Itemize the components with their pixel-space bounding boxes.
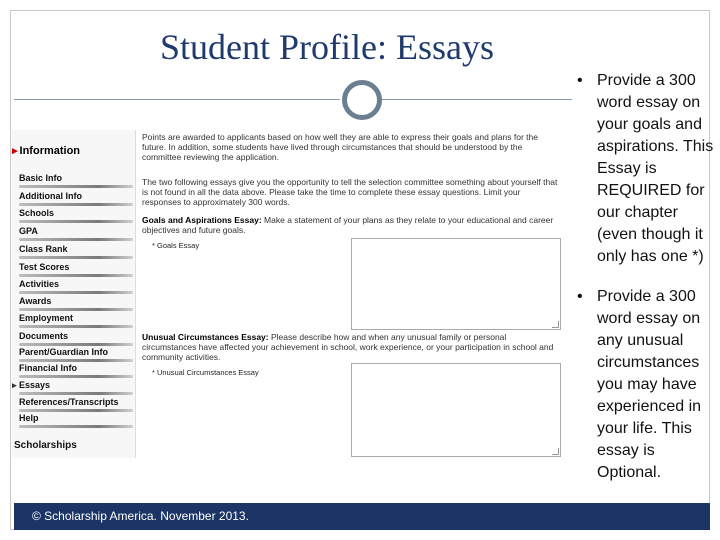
sidebar-item-label: Help	[19, 413, 39, 423]
sidebar-item-basic-info[interactable]	[19, 173, 131, 188]
sidebar-item-documents[interactable]	[19, 331, 131, 346]
sidebar-item-bar	[19, 274, 133, 277]
bullet-dot: •	[577, 288, 583, 305]
sidebar-item-bar	[19, 185, 133, 188]
sidebar-item-label: GPA	[19, 226, 38, 236]
sidebar-item-label: Financial Info	[19, 363, 78, 373]
sidebar-item-additional-info[interactable]	[19, 191, 131, 206]
sidebar-item-label: Class Rank	[19, 244, 68, 254]
intro-paragraph-1: Points are awarded to applicants based on how well they are able to express their goals and plans for the future. In addition, some students have lived through circumstances that should be understood by the committee reviewing the application.	[142, 132, 538, 162]
bullet-text: Provide a 300 word essay on any unusual circumstances you may have experienced in your life. This essay is Optional.	[597, 288, 702, 481]
bullet-dot: •	[577, 72, 583, 89]
sidebar-item-label: Additional Info	[19, 191, 82, 201]
sidebar-item-bar	[19, 325, 133, 328]
sidebar-item-bar	[19, 308, 133, 311]
sidebar-item-schools[interactable]	[19, 208, 131, 223]
unusual-essay-textarea[interactable]	[351, 363, 561, 457]
bullet-item	[573, 286, 718, 484]
sidebar-item-bar	[19, 343, 133, 346]
sidebar-item-bar	[19, 220, 133, 223]
slide-title: Student Profile: Essays	[160, 27, 494, 67]
bullet-item	[573, 70, 718, 268]
sidebar-item-bar	[19, 359, 133, 362]
sidebar-item-activities[interactable]	[19, 279, 131, 294]
sidebar-item-label: Essays	[19, 380, 51, 390]
sidebar-item-bar	[19, 203, 133, 206]
sidebar-item-awards[interactable]	[19, 296, 131, 311]
sidebar-item-label: Basic Info	[19, 173, 63, 183]
sidebar-item-bar	[19, 256, 133, 259]
goals-essay-label: * Goals Essay	[152, 241, 200, 250]
bullet-list	[573, 70, 718, 502]
title-divider-right	[382, 99, 572, 100]
sidebar-nav	[12, 130, 136, 458]
sidebar-item-label: Parent/Guardian Info	[19, 347, 109, 357]
sidebar-item-bar	[19, 291, 133, 294]
sidebar-item-class-rank[interactable]	[19, 244, 131, 259]
essay-form	[140, 130, 568, 458]
sidebar-item-bar	[19, 409, 133, 412]
sidebar-scholarships-link[interactable]: Scholarships	[14, 440, 77, 451]
unusual-essay-heading: Unusual Circumstances Essay:	[142, 332, 269, 342]
sidebar-item-bar	[19, 425, 133, 428]
sidebar-item-label: Activities	[19, 279, 60, 289]
embedded-screenshot	[12, 130, 570, 458]
goals-essay-textarea[interactable]	[351, 238, 561, 330]
sidebar-item-label: References/Transcripts	[19, 397, 119, 407]
title-divider-left	[14, 99, 340, 100]
sidebar-item-parent-guardian-info[interactable]	[19, 347, 131, 362]
sidebar-item-label: Documents	[19, 331, 69, 341]
sidebar-item-label: Test Scores	[19, 262, 70, 272]
goals-essay-description: Make a statement of your plans as they relate to your educational and career objectives and future goals.	[142, 215, 554, 235]
sidebar-item-essays[interactable]	[19, 380, 131, 395]
sidebar-item-test-scores[interactable]	[19, 262, 131, 277]
goals-essay-prompt	[142, 215, 562, 235]
footer-copyright: © Scholarship America. November 2013.	[32, 509, 249, 523]
sidebar-heading-label: Information	[19, 145, 81, 157]
unusual-essay-label: * Unusual Circumstances Essay	[152, 368, 259, 377]
ring-icon	[342, 80, 382, 120]
sidebar-heading	[12, 144, 80, 157]
unusual-essay-prompt	[142, 332, 562, 362]
sidebar-item-label: Awards	[19, 296, 52, 306]
sidebar-item-bar	[19, 375, 133, 378]
sidebar-item-employment[interactable]	[19, 313, 131, 328]
triangle-right-icon: ▸	[12, 145, 18, 157]
sidebar-item-bar	[19, 238, 133, 241]
sidebar-item-label: Schools	[19, 208, 55, 218]
sidebar-item-references-transcripts[interactable]	[19, 397, 131, 412]
sidebar-item-label: Employment	[19, 313, 74, 323]
sidebar-item-bar	[19, 392, 133, 395]
goals-essay-heading: Goals and Aspirations Essay:	[142, 215, 262, 225]
sidebar-item-financial-info[interactable]	[19, 363, 131, 378]
bullet-text: Provide a 300 word essay on your goals and aspirations. This Essay is REQUIRED for our chapter (even though it only has one *)	[597, 72, 714, 265]
sidebar-item-gpa[interactable]	[19, 226, 131, 241]
sidebar-item-help[interactable]	[19, 413, 131, 428]
intro-paragraph-2: The two following essays give you the opportunity to tell the selection committee something about yourself that is not found in all the data above. Please take the time to complete these essay questions. Limit your responses to approximately 300 words.	[142, 177, 558, 207]
unusual-essay-description: Please describe how and when any unusual family or personal circumstances have affected your achievement in school, work experience, or your participation in school and community activities.	[142, 332, 554, 362]
